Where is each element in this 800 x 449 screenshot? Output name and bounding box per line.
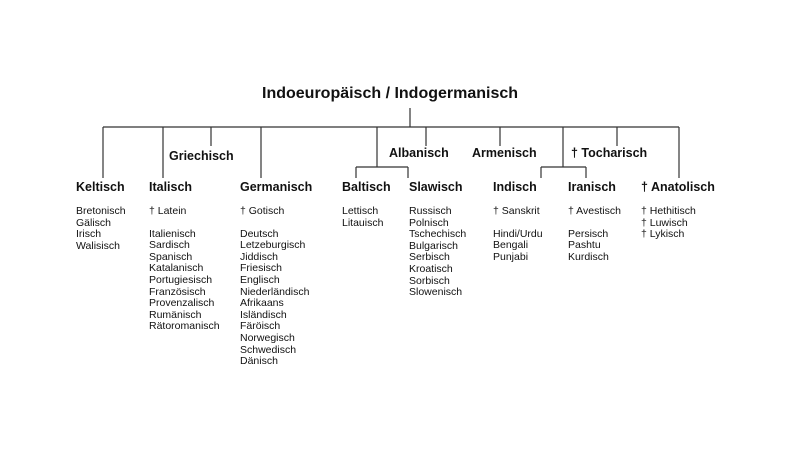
language-item: Bengali: [493, 239, 529, 252]
language-item: Punjabi: [493, 250, 529, 263]
language-item: Friesisch: [240, 262, 283, 275]
language-item: Isländisch: [240, 308, 287, 321]
ancient-language-item: † Sanskrit: [493, 205, 540, 217]
language-item: Slowenisch: [409, 286, 463, 299]
language-item: Jiddisch: [240, 250, 278, 263]
language-item: Afrikaans: [240, 297, 284, 310]
language-item: Hindi/Urdu: [493, 227, 543, 240]
language-item: Sardisch: [149, 239, 190, 252]
language-item: Schwedisch: [240, 343, 297, 356]
branch-germanisch: Germanisch: [240, 180, 313, 194]
language-item: Persisch: [568, 227, 609, 240]
language-list-iranisch: [568, 206, 621, 263]
language-item: Deutsch: [240, 227, 279, 240]
language-item: Kroatisch: [409, 262, 453, 275]
branch-indisch: Indisch: [493, 180, 537, 194]
branch-iranisch: Iranisch: [568, 180, 616, 194]
branch-keltisch: Keltisch: [76, 180, 125, 194]
language-item: Russisch: [409, 205, 452, 217]
language-item: Tschechisch: [409, 228, 467, 241]
language-list-baltisch: [342, 206, 383, 229]
language-item: Katalanisch: [149, 262, 204, 275]
language-item: Niederländisch: [240, 285, 310, 298]
language-item: Norwegisch: [240, 331, 295, 344]
branch-armenisch: Armenisch: [472, 146, 537, 160]
branch-griechisch: Griechisch: [169, 149, 234, 163]
language-item: Bulgarisch: [409, 239, 459, 252]
language-item: Walisisch: [76, 239, 120, 252]
language-item: Sorbisch: [409, 274, 450, 287]
branch-baltisch: Baltisch: [342, 180, 391, 194]
language-list-indisch: [493, 206, 543, 263]
ancient-language-item: † Avestisch: [568, 205, 621, 217]
language-item: Bretonisch: [76, 205, 126, 217]
language-list-slawisch: [409, 206, 466, 299]
branch-tocharisch: † Tocharisch: [571, 146, 648, 160]
language-item: Italienisch: [149, 227, 196, 240]
language-item: Spanisch: [149, 250, 193, 263]
ancient-language-item: † Gotisch: [240, 205, 285, 217]
ancient-language-item: † Latein: [149, 205, 187, 217]
language-item: Portugiesisch: [149, 273, 213, 286]
branch-slawisch: Slawisch: [409, 180, 463, 194]
language-item: † Luwisch: [641, 216, 688, 229]
language-item: Provenzalisch: [149, 297, 215, 310]
language-item: Letzeburgisch: [240, 239, 306, 252]
language-list-anatolisch: [641, 206, 696, 241]
language-list-germanisch: [240, 206, 309, 368]
language-item: Rätoromanisch: [149, 320, 220, 333]
branch-anatolisch: † Anatolisch: [641, 180, 715, 194]
language-item: † Hethitisch: [641, 205, 696, 217]
language-item: Englisch: [240, 273, 280, 286]
language-item: Dänisch: [240, 355, 278, 368]
language-list-keltisch: [76, 206, 126, 252]
language-item: Kurdisch: [568, 250, 609, 263]
branch-albanisch: Albanisch: [389, 146, 449, 160]
language-item: Rumänisch: [149, 308, 202, 321]
branch-italisch: Italisch: [149, 180, 193, 194]
language-item: Litauisch: [342, 216, 384, 229]
language-item: Französisch: [149, 285, 206, 298]
language-item: Irisch: [76, 228, 102, 241]
language-item: Serbisch: [409, 251, 450, 264]
language-item: Lettisch: [342, 205, 379, 217]
root-title: Indoeuropäisch / Indogermanisch: [262, 85, 519, 102]
language-item: Polnisch: [409, 216, 449, 229]
language-item: Gälisch: [76, 216, 112, 229]
language-item: Färöisch: [240, 320, 281, 333]
language-list-italisch: [149, 206, 220, 333]
language-item: † Lykisch: [641, 228, 685, 241]
language-item: Pashtu: [568, 239, 601, 252]
